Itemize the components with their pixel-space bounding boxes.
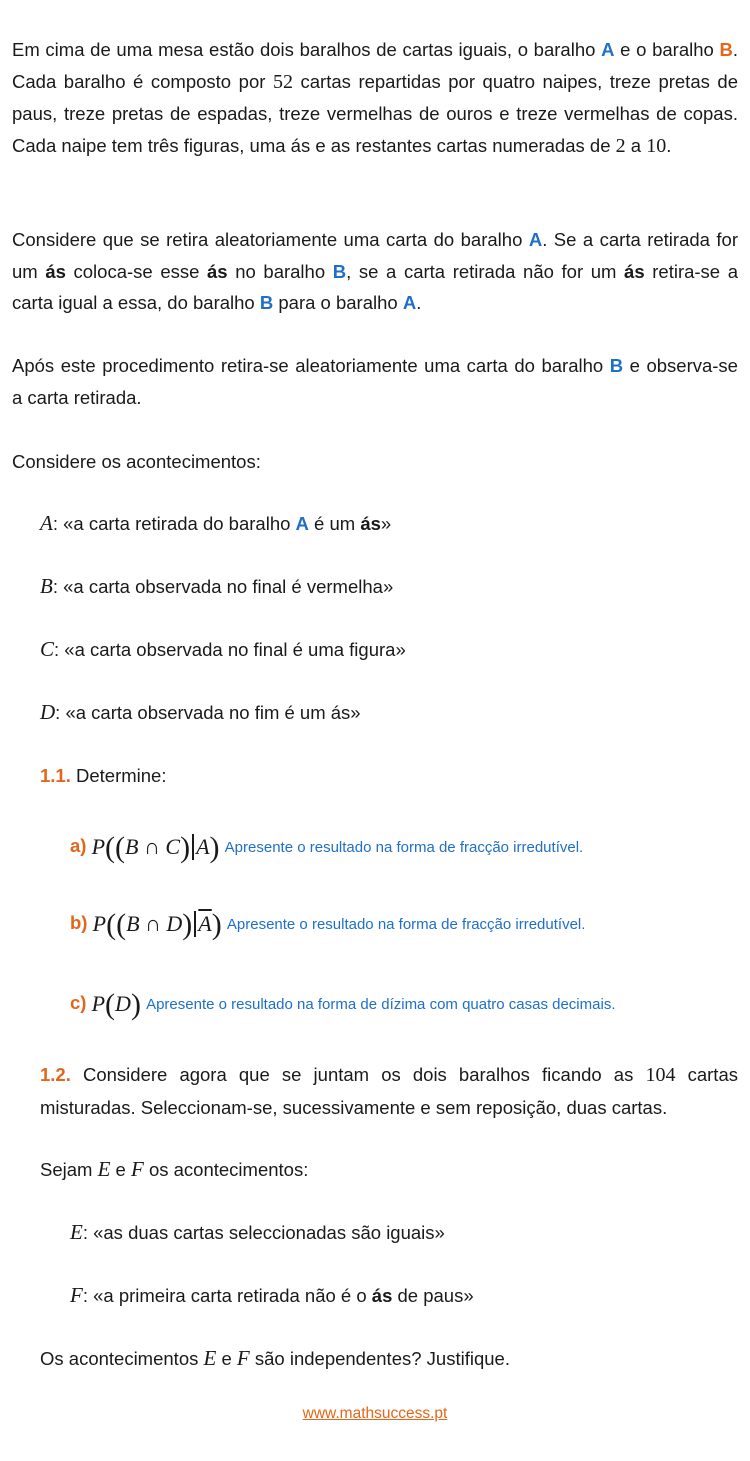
formula-a: P((B ∩ C) A) [91, 830, 220, 864]
independence-question: Os acontecimentos E e F são independentes? Justifique. [40, 1346, 510, 1370]
sejam-line: Sejam E e F os acontecimentos: [40, 1157, 309, 1181]
note-decimal: Apresente o resultado na forma de dízima com quatro casas decimais. [146, 996, 616, 1013]
formula-c: P(D) [91, 987, 141, 1021]
formula-b: P((B ∩ D) $\overline{A}$) [92, 907, 222, 941]
note-fraction-a: Apresente o resultado na forma de fracção irredutível. [224, 839, 584, 856]
deck-a-label: A [601, 39, 615, 60]
deck-b-label: B [719, 39, 733, 60]
question-1-1: 1.1. Determine: [40, 765, 167, 786]
after-paragraph: Após este procedimento retira-se aleatoriamente uma carta do baralho B e observa-se a carta retirada. [12, 355, 738, 408]
event-d: D: «a carta observada no fim é um ás» [40, 700, 361, 724]
event-c: C: «a carta observada no final é uma figura» [40, 637, 406, 661]
footer-link[interactable]: www.mathsuccess.pt [302, 1405, 448, 1422]
procedure-paragraph: Considere que se retira aleatoriamente uma carta do baralho A. Se a carta retirada for um ás coloca-se esse ás no baralho B, se a carta retirada não for um ás retira-se a carta igual a essa, do baralho B para o baralho A. [12, 229, 738, 313]
question-1-1-b: b) P((B ∩ D) $\overline{A}$) Apresente o resultado na forma de fracção irredutível. [70, 907, 586, 941]
question-1-2: 1.2. Considere agora que se juntam os dois baralhos ficando as 104 cartas misturadas. Seleccionam-se, sucessivamente e sem reposição, duas cartas. [40, 1064, 738, 1118]
question-1-1-c: c) P(D) Apresente o resultado na forma de dízima com quatro casas decimais. [70, 987, 616, 1021]
note-fraction-b: Apresente o resultado na forma de fracção irredutível. [226, 916, 586, 933]
intro-paragraph: Em cima de uma mesa estão dois baralhos de cartas iguais, o baralho A e o baralho B. Cada baralho é composto por 52 cartas repartidas por quatro naipes, treze pretas de paus, treze pretas de espadas, treze vermelhas de ouros e treze vermelhas de copas. Cada naipe tem três figuras, uma ás e as restantes cartas numeradas de 2 a 10. [12, 39, 738, 157]
event-a: A: «a carta retirada do baralho A é um ás» [40, 511, 392, 535]
event-b: B: «a carta observada no final é vermelha» [40, 574, 394, 598]
event-f: F: «a primeira carta retirada não é o ás de paus» [70, 1283, 474, 1307]
footer [0, 1405, 750, 1423]
event-e: E: «as duas cartas seleccionadas são iguais» [70, 1220, 445, 1244]
events-intro: Considere os acontecimentos: [12, 451, 261, 472]
question-1-1-a: a) P((B ∩ C) A) Apresente o resultado na forma de fracção irredutível. [70, 830, 584, 864]
